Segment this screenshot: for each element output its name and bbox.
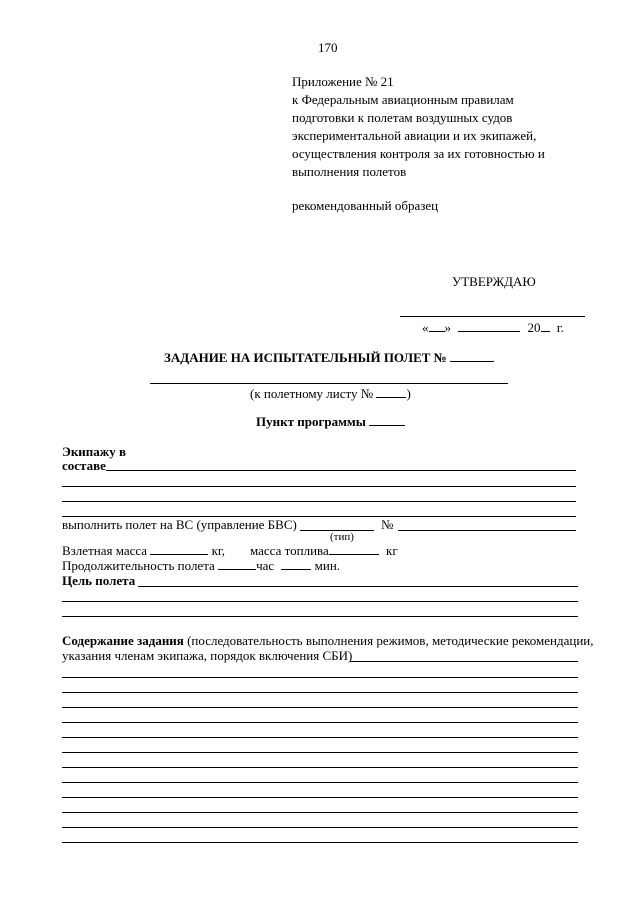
content-line bbox=[62, 827, 578, 828]
content-line bbox=[62, 752, 578, 753]
title-underline bbox=[150, 383, 508, 384]
takeoff-mass-blank bbox=[150, 543, 208, 555]
signature-line bbox=[400, 316, 585, 317]
purpose-line bbox=[62, 601, 578, 602]
appendix-line: осуществления контроля за их готовностью и bbox=[292, 146, 545, 161]
duration-row: Продолжительность полета час мин. bbox=[62, 558, 341, 573]
hours-blank bbox=[218, 558, 256, 570]
crew-label: составе bbox=[62, 458, 106, 473]
content-line bbox=[62, 707, 578, 708]
fuel-mass-row: масса топлива кг bbox=[250, 543, 398, 558]
program-item-blank bbox=[369, 414, 405, 426]
appendix-line: к Федеральным авиационным правилам bbox=[292, 92, 514, 107]
day-blank bbox=[429, 320, 445, 332]
appendix-line: подготовки к полетам воздушных судов bbox=[292, 110, 513, 125]
crew-line bbox=[62, 501, 576, 502]
task-number-blank bbox=[450, 350, 494, 362]
content-heading: Содержание задания (последовательность выполнения режимов, методические рекомендации, bbox=[62, 633, 594, 648]
crew-label: Экипажу в bbox=[62, 444, 126, 459]
crew-line bbox=[106, 470, 576, 471]
appendix-number: Приложение № 21 bbox=[292, 74, 394, 89]
sample-note: рекомендованный образец bbox=[292, 198, 439, 213]
minutes-blank bbox=[281, 558, 311, 570]
content-line bbox=[62, 782, 578, 783]
content-desc: указания членам экипажа, порядок включения СБИ) bbox=[62, 648, 353, 663]
content-line bbox=[62, 812, 578, 813]
purpose-line bbox=[138, 586, 578, 587]
content-line bbox=[62, 677, 578, 678]
content-line bbox=[62, 722, 578, 723]
approval-date: « » 20 г. bbox=[422, 320, 564, 335]
program-item: Пункт программы bbox=[256, 414, 405, 431]
page-number: 170 bbox=[318, 40, 338, 55]
purpose-label: Цель полета bbox=[62, 573, 136, 588]
content-line bbox=[62, 737, 578, 738]
crew-line bbox=[62, 486, 576, 487]
flight-sheet-ref: (к полетному листу № ) bbox=[250, 386, 411, 401]
content-line bbox=[62, 797, 578, 798]
appendix-line: экспериментальной авиации и их экипажей, bbox=[292, 128, 537, 143]
flight-sheet-blank bbox=[376, 386, 406, 398]
perform-flight-label: выполнить полет на ВС (управление БВС) bbox=[62, 517, 297, 532]
content-line bbox=[62, 842, 578, 843]
type-caption: (тип) bbox=[330, 531, 354, 543]
approve-label: УТВЕРЖДАЮ bbox=[452, 274, 536, 289]
content-line bbox=[62, 767, 578, 768]
aircraft-number-blank bbox=[398, 530, 576, 531]
purpose-line bbox=[62, 616, 578, 617]
document-title: ЗАДАНИЕ НА ИСПЫТАТЕЛЬНЫЙ ПОЛЕТ № bbox=[164, 350, 494, 367]
content-line bbox=[62, 692, 578, 693]
fuel-mass-blank bbox=[329, 543, 379, 555]
content-line bbox=[350, 661, 578, 662]
appendix-line: выполнения полетов bbox=[292, 164, 407, 179]
takeoff-mass-row: Взлетная масса кг, bbox=[62, 543, 226, 558]
year-blank bbox=[541, 320, 550, 332]
number-sign: № bbox=[381, 517, 394, 532]
month-blank bbox=[458, 320, 520, 332]
